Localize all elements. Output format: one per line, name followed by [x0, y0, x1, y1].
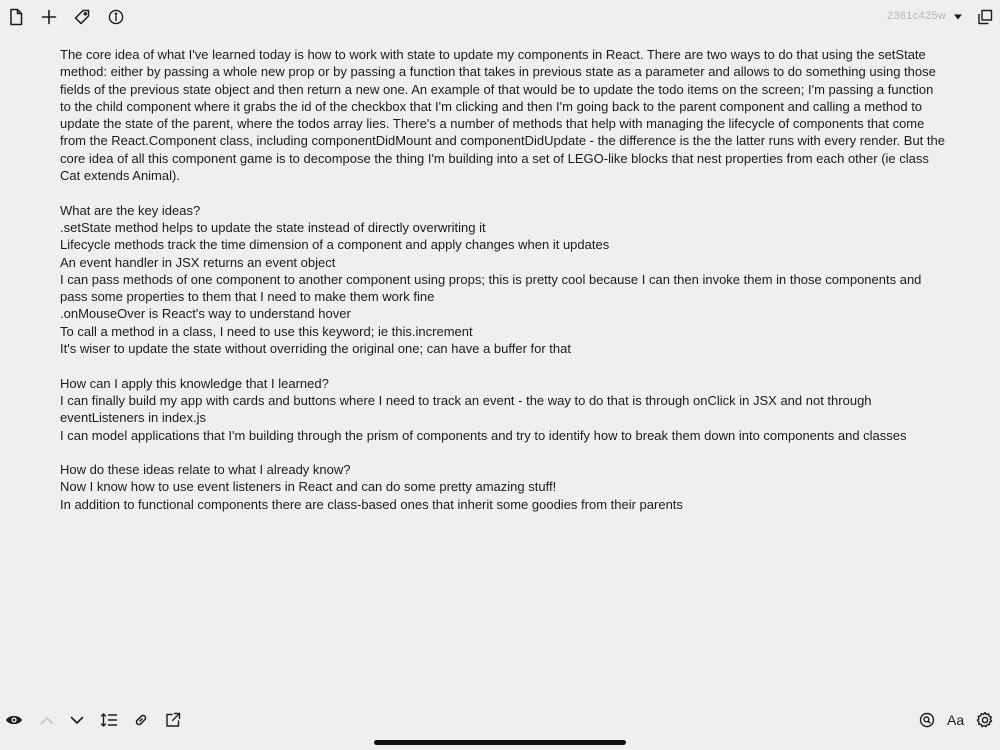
text-format-button[interactable]: Aa [947, 712, 965, 728]
note-body[interactable] [60, 46, 946, 513]
home-indicator [374, 740, 626, 745]
list-item: .onMouseOver is React's way to understand hover [60, 306, 351, 322]
blank-line [60, 357, 946, 374]
info-icon[interactable] [106, 7, 126, 27]
paragraph-intro: The core idea of what I've learned today is how to work with state to update my components in React. There are two ways to do that using the setState method: either by passing a whole new prop or by passing a function that takes in previous state as a parameter and allows to do something using those fields of the previous state object and then return a new one. An example of that would be to update the todo items on the screen; I'm passing a function to the child component where it grabs the id of the checkbox that I'm clicking and then I'm going back to the parent component and calling a method to update the state of the parent, where the todos array lies. There's a number of methods that help with managing the lifecycle of components that come from the React.Component class, including componentDidMount and componentDidUpdate - the difference is the the latter runs with every render. But the core idea of all this component game is to decompose the thing I'm building into a set of LEGO-like blocks that nest properties from each other (ie class Cat extends Animal). [60, 47, 945, 184]
line-spacing-icon[interactable] [99, 710, 119, 730]
bottom-toolbar [0, 706, 1000, 736]
plus-icon[interactable] [39, 7, 59, 27]
list-item: An event handler in JSX returns an event object [60, 254, 336, 270]
list-item: To call a method in a class, I need to use this keyword; ie this.increment [60, 323, 473, 339]
note-identifier: 2361c425w [887, 10, 946, 22]
split-view-icon[interactable] [975, 7, 995, 27]
heading-relate-ideas: How do these ideas relate to what I already know? [60, 462, 351, 478]
list-item: I can model applications that I'm building through the prism of components and try to identify how to break them down into components and classes [60, 427, 907, 443]
settings-icon[interactable] [975, 710, 995, 730]
chevron-up-icon[interactable] [37, 710, 57, 730]
list-item: Lifecycle methods track the time dimension of a component and apply changes when it updates [60, 237, 610, 253]
link-icon[interactable] [131, 710, 151, 730]
blank-line [60, 184, 946, 201]
list-item: .setState method helps to update the state instead of directly overwriting it [60, 219, 486, 235]
top-toolbar [0, 0, 1000, 34]
tag-icon[interactable] [72, 7, 92, 27]
search-icon[interactable] [917, 710, 937, 730]
heading-key-ideas: What are the key ideas? [60, 202, 201, 218]
eye-icon[interactable] [4, 710, 24, 730]
list-item: I can pass methods of one component to another component using props; this is pretty cool because I can then invoke them in those components and pass some properties to them that I need to make them work fine [60, 271, 922, 305]
chevron-down-icon[interactable] [67, 710, 87, 730]
new-document-icon[interactable] [6, 7, 26, 27]
blank-line [60, 444, 946, 461]
share-icon[interactable] [163, 710, 183, 730]
list-item: In addition to functional components there are class-based ones that inherit some goodies from their parents [60, 496, 683, 512]
list-item: It's wiser to update the state without overriding the original one; can have a buffer for that [60, 341, 571, 357]
list-item: I can finally build my app with cards and buttons where I need to track an event - the way to do that is through onClick in JSX and not through eventListeners in index.js [60, 392, 872, 426]
heading-apply-knowledge: How can I apply this knowledge that I learned? [60, 375, 329, 391]
chevron-down-icon[interactable] [948, 7, 968, 27]
list-item: Now I know how to use event listeners in React and can do some pretty amazing stuff! [60, 479, 557, 495]
